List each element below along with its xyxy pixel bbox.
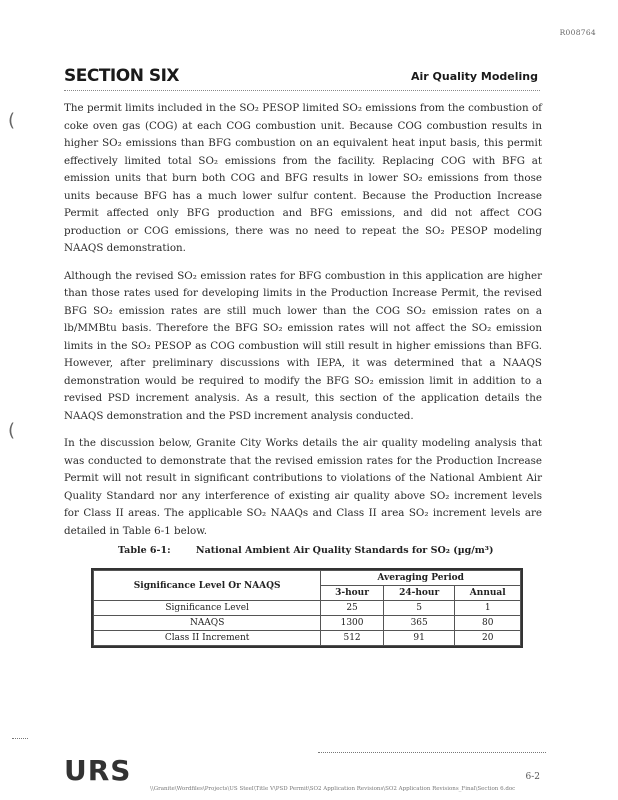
table-row: [94, 631, 521, 646]
row-label: Class II Increment: [94, 631, 321, 646]
table-cell: 91: [383, 631, 455, 646]
paragraph-1: The permit limits included in the SO₂ PESOP limited SO₂ emissions from the combustion of coke oven gas (COG) at each COG combustion unit. Because COG combustion results in higher SO₂ emissions than BFG combustion on an equivalent heat input basis, this permit effectively limited total SO₂ emissions from the facility. Replacing COG with BFG at emission units that burn both COG and BFG results in lower SO₂ emissions from those units because BFG has a much lower sulfur content. Because the Production Increase Permit affected only BFG production and BFG emissions, and did not affect COG production or COG emissions, there was no need to repeat the SO₂ PESOP modeling NAAQS demonstration.: [64, 102, 542, 254]
body-text: [64, 100, 542, 550]
table-cell: 1: [455, 601, 521, 616]
table-cell: 20: [455, 631, 521, 646]
table-row: [94, 601, 521, 616]
page-number: 6-2: [525, 772, 540, 782]
document-number: R008764: [559, 28, 596, 37]
table-cell: 5: [383, 601, 455, 616]
table-caption: [118, 545, 493, 556]
group-header-cell: Averaging Period: [321, 571, 521, 586]
table-row: [94, 616, 521, 631]
paragraph-3: In the discussion below, Granite City Works details the air quality modeling analysis that was conducted to demonstrate that the revised emission rates for the Production Increase Permit will not result in significant contributions to violations of the National Ambient Air Quality Standard nor any interference of existing air quality above SO₂ increment levels for Class II areas. The applicable SO₂ NAAQs and Class II area SO₂ increment levels are detailed in Table 6-1 below.: [64, 437, 542, 537]
margin-bracket-mark: (: [8, 110, 16, 131]
margin-tick-mark: [12, 738, 28, 745]
row-label: Significance Level: [94, 601, 321, 616]
table-cell: 1300: [321, 616, 384, 631]
column-header: Annual: [455, 586, 521, 601]
naaqs-table: [93, 570, 521, 646]
urs-logo: URS: [64, 754, 132, 787]
section-topic: Air Quality Modeling: [410, 70, 538, 83]
table-header-row: [94, 571, 521, 586]
row-header-cell: Significance Level Or NAAQS: [94, 571, 321, 601]
table-cell: 512: [321, 631, 384, 646]
table-cell: 80: [455, 616, 521, 631]
margin-bracket-mark: (: [8, 420, 16, 441]
paragraph-2: Although the revised SO₂ emission rates for BFG combustion in this application are higher than those rates used for developing limits in the Production Increase Permit, the revised BFG SO₂ emission rates are still much lower than the COG SO₂ emission rates on a lb/MMBtu basis. Therefore the BFG SO₂ emission rates will not affect the SO₂ emission limits in the SO₂ PESOP as COG combustion will still result in higher emissions than BFG. However, after preliminary discussions with IEPA, it was determined that a NAAQS demonstration would be required to modify the BFG SO₂ emission limit in addition to a revised PSD increment analysis. As a result, this section of the application details the NAAQS demonstration and the PSD increment analysis conducted.: [64, 269, 542, 422]
footer-divider: [318, 752, 546, 753]
table-caption-title: National Ambient Air Quality Standards for SO₂ (µg/m³): [195, 545, 494, 556]
footer-file-path: \\Granite\Wordfiles\Projects\US Steel\Title V\PSD Permit\SO2 Application Revisions\SO2 Application Revisions_Final\Section 6.doc: [150, 786, 516, 792]
row-label: NAAQS: [94, 616, 321, 631]
column-header: 3-hour: [321, 586, 384, 601]
column-header: 24-hour: [383, 586, 455, 601]
section-heading: SECTION SIX: [64, 66, 180, 86]
table-cell: 365: [383, 616, 455, 631]
table-caption-label: Table 6-1:: [118, 545, 171, 556]
header-divider: [64, 90, 540, 91]
table-cell: 25: [321, 601, 384, 616]
